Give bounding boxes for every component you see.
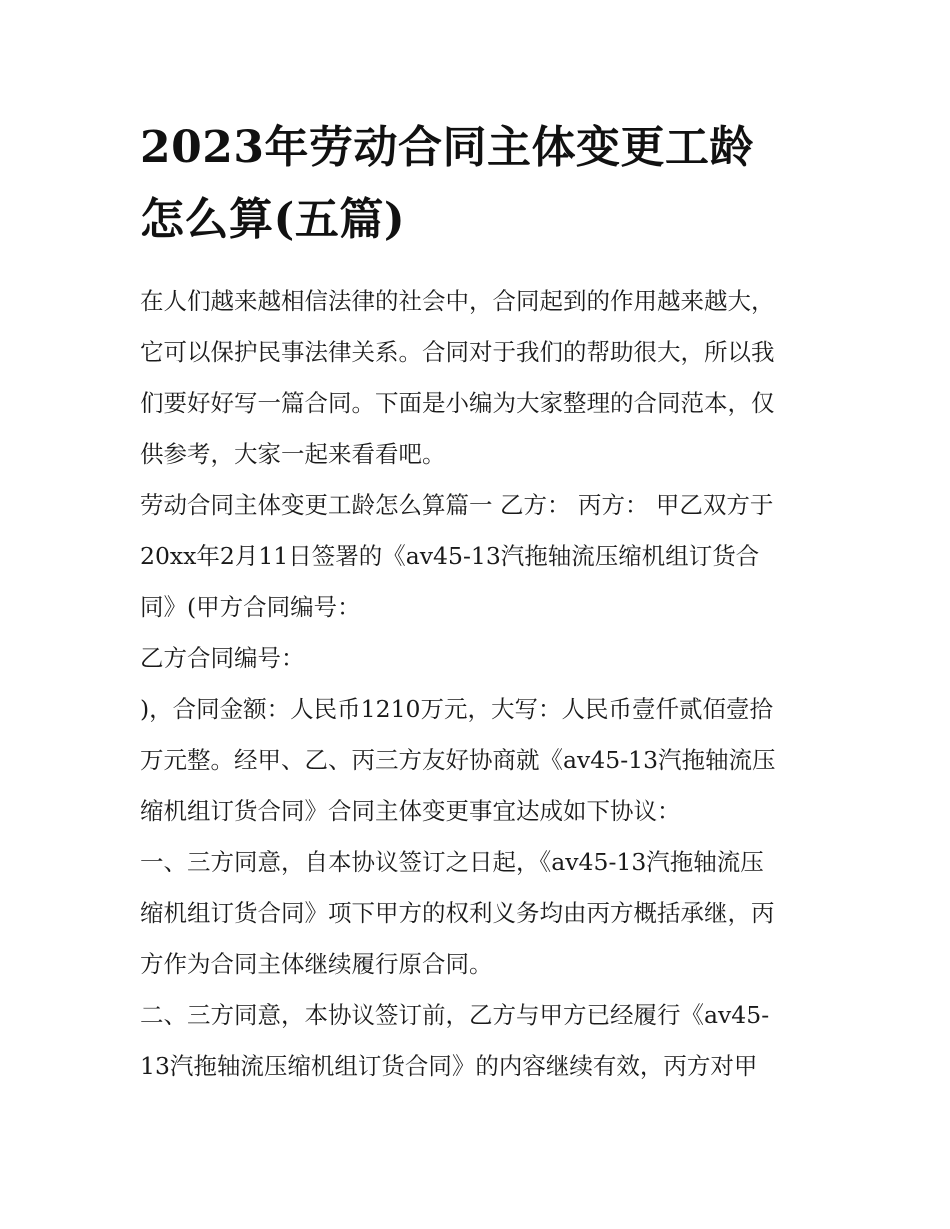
- body-line-8: 乙方合同编号：: [140, 644, 305, 672]
- body-line-11: 缩机组订货合同》合同主体变更事宜达成如下协议：: [140, 797, 681, 825]
- body-line-15: 二、三方同意，本协议签订前，乙方与甲方已经履行《av45-: [140, 1001, 770, 1029]
- body-line-4: 供参考，大家一起来看看吧。: [140, 440, 446, 468]
- body-line-7: 同》(甲方合同编号：: [140, 593, 361, 621]
- body-line-2: 它可以保护民事法律关系。合同对于我们的帮助很大，所以我: [140, 338, 775, 366]
- body-line-14: 方作为合同主体继续履行原合同。: [140, 950, 493, 978]
- body-line-10: 万元整。经甲、乙、丙三方友好协商就《av45-13汽拖轴流压: [140, 746, 776, 774]
- body-line-6: 20xx年2月11日签署的《av45-13汽拖轴流压缩机组订货合: [140, 542, 760, 570]
- body-line-9: )，合同金额：人民币1210万元，大写：人民币壹仟贰佰壹拾: [140, 695, 773, 723]
- body-line-13: 缩机组订货合同》项下甲方的权利义务均由丙方概括承继，丙: [140, 899, 775, 927]
- body-line-3: 们要好好写一篇合同。下面是小编为大家整理的合同范本，仅: [140, 389, 775, 417]
- document-title: [140, 112, 820, 256]
- body-line-12: 一、三方同意，自本协议签订之日起，《av45-13汽拖轴流压: [140, 848, 764, 876]
- body-line-1: 在人们越来越相信法律的社会中，合同起到的作用越来越大，: [140, 287, 775, 315]
- document-body: [140, 276, 820, 1092]
- body-line-16: 13汽拖轴流压缩机组订货合同》的内容继续有效，丙方对甲: [140, 1052, 758, 1080]
- title-line-2: 怎么算(五篇): [140, 194, 406, 245]
- body-line-5: 劳动合同主体变更工龄怎么算篇一 乙方： 丙方： 甲乙双方于: [140, 491, 774, 519]
- title-line-1: 2023年劳动合同主体变更工龄: [140, 122, 754, 173]
